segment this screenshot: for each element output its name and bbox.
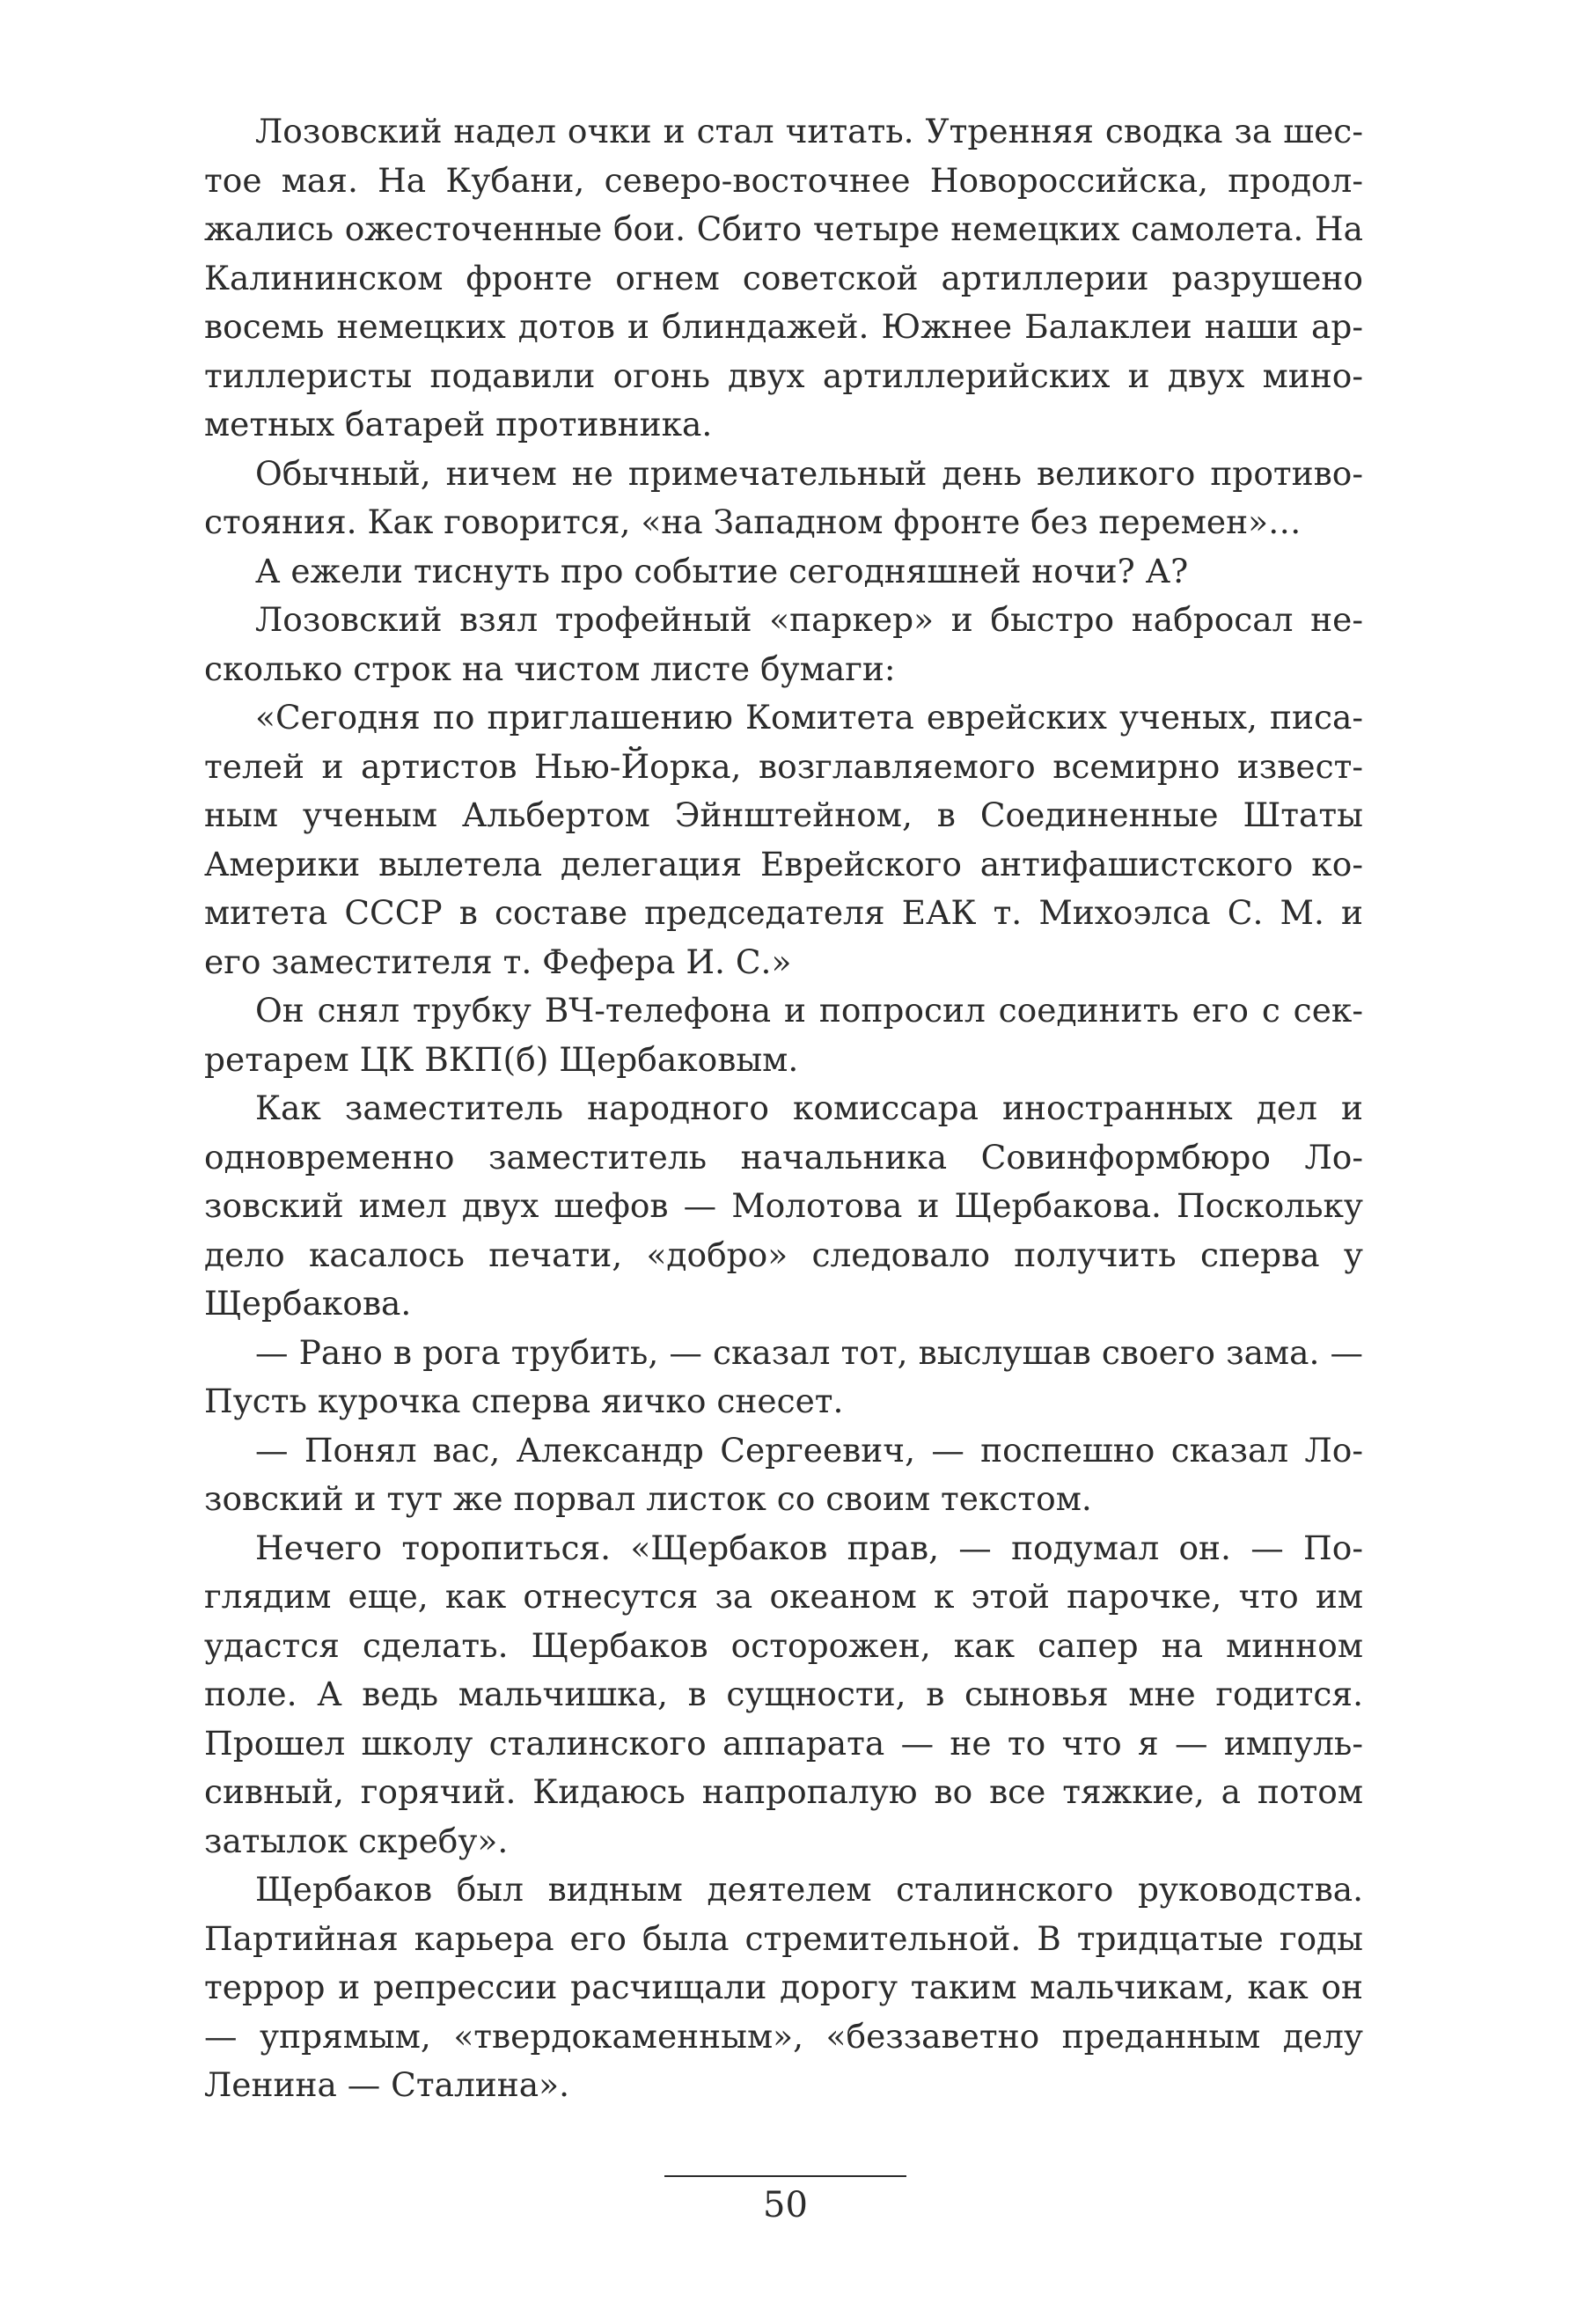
footer-divider	[664, 2175, 906, 2177]
paragraph: «Сегодня по приглашению Комитета еврейских ученых, писателей и артистов Нью-Йорка, возглавляемого всемирно известным ученым Альбертом Эйнштейном, в Соединенные Штаты Америки вылетела делегация Еврейского антифашистского комитета СССР в составе председателя ЕАК т. Михоэлса С. М. и его заместителя т. Фефера И. С.»	[204, 698, 1363, 981]
paragraph: Обычный, ничем не примечательный день великого противостояния. Как говорится, «на Западном фронте без перемен»…	[204, 453, 1363, 541]
paragraph: Щербаков был видным деятелем сталинского руководства. Партийная карьера его была стремительной. В тридцатые годы террор и репрессии расчищали дорогу таким мальчикам, как он — упрямым, «твердокаменным», «беззаветно преданным делу Ленина — Сталина».	[204, 1870, 1363, 2104]
paragraph: А ежели тиснуть про событие сегодняшней ночи? А?	[255, 551, 1189, 590]
paragraph: Как заместитель народного комиссара иностранных дел и одновременно заместитель начальника Совинформбюро Лозовский имел двух шефов — Молотова и Щербакова. Поскольку дело касалось печати, «добро» следовало получить сперва у Щербакова.	[204, 1089, 1363, 1323]
paragraph: Нечего торопиться. «Щербаков прав, — подумал он. — Поглядим еще, как отнесутся за океаном к этой парочке, что им удастся сделать. Щербаков осторожен, как сапер на минном поле. А ведь мальчишка, в сущности, в сыновья мне годится. Прошел школу сталинского аппарата — не то что я — импульсивный, горячий. Кидаюсь напропалую во все тяжкие, а потом затылок скребу».	[204, 1528, 1363, 1860]
paragraph: Лозовский надел очки и стал читать. Утренняя сводка за шестое мая. На Кубани, северо-восточнее Новороссийска, продолжались ожесточенные бои. Сбито четыре немецких самолета. На Калининском фронте огнем советской артиллерии разрушено восемь немецких дотов и блиндажей. Южнее Балаклеи наши артиллеристы подавили огонь двух артиллерийских и двух минометных батарей противника.	[204, 112, 1363, 444]
body-text	[204, 107, 1363, 2110]
paragraph: — Рано в рога трубить, — сказал тот, выслушав своего зама. — Пусть курочка сперва яичко снесет.	[204, 1332, 1363, 1420]
page-number: 50	[763, 2185, 808, 2225]
paragraph: Лозовский взял трофейный «паркер» и быстро набросал несколько строк на чистом листе бумаги:	[204, 600, 1363, 688]
paragraph: Он снял трубку ВЧ-телефона и попросил соединить его с секретарем ЦК ВКП(б) Щербаковым.	[204, 991, 1363, 1079]
paragraph: — Понял вас, Александр Сергеевич, — поспешно сказал Лозовский и тут же порвал листок со своим текстом.	[204, 1430, 1363, 1518]
